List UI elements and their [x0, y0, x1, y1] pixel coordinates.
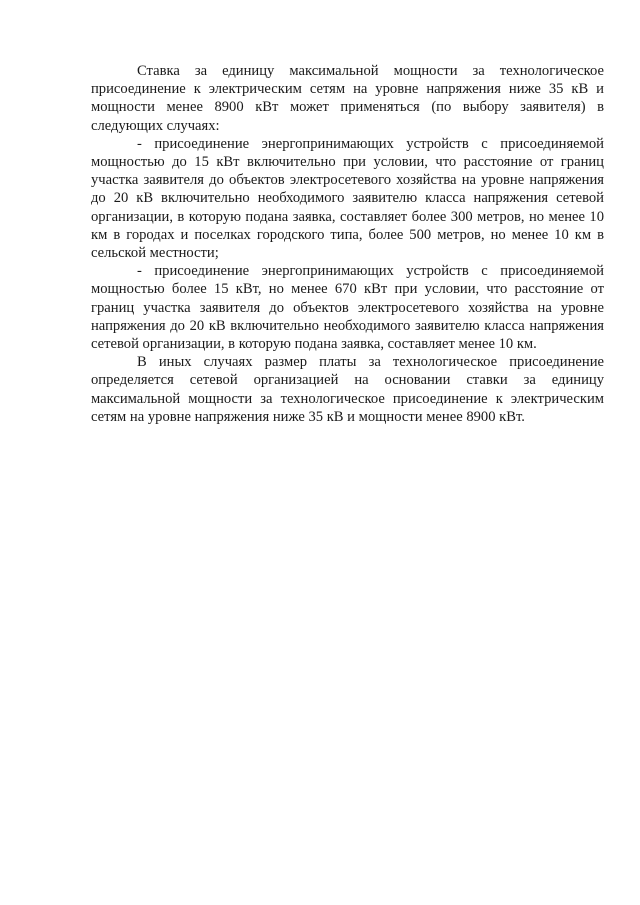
paragraph-rate-conditions: Ставка за единицу максимальной мощности за технологическое присоединение к электрическим сетям на уровне напряжения ниже 35 кВ и мощности менее 8900 кВт может применяться (по выбору заявителя) в следующих случаях: — [91, 63, 604, 134]
paragraph-up-to-15kw: - присоединение энергопринимающих устройств с присоединяемой мощностью до 15 кВт включительно при условии, что расстояние от границ участка заявителя до объектов электросетевого хозяйства на уровне напряжения до 20 кВ включительно необходимого заявителю класса напряжения сетевой организации, в которую подана заявка, составляет более 300 метров, но менее 10 км в городах и поселках городского типа, более 500 метров, но менее 10 км в сельской местности; — [91, 135, 604, 262]
paragraph-15-to-670kw: - присоединение энергопринимающих устройств с присоединяемой мощностью более 15 кВт, но менее 670 кВт при условии, что расстояние от границ участка заявителя до объектов электросетевого хозяйства на уровне напряжения до 20 кВ включительно необходимого заявителю класса напряжения сетевой организации, в которую подана заявка, составляет менее 10 км. — [91, 263, 604, 353]
document-body — [91, 62, 604, 426]
paragraph-other-cases: В иных случаях размер платы за технологическое присоединение определяется сетевой организацией на основании ставки за единицу максимальной мощности за технологическое присоединение к электрическим сетям на уровне напряжения ниже 35 кВ и мощности менее 8900 кВт. — [91, 354, 604, 425]
